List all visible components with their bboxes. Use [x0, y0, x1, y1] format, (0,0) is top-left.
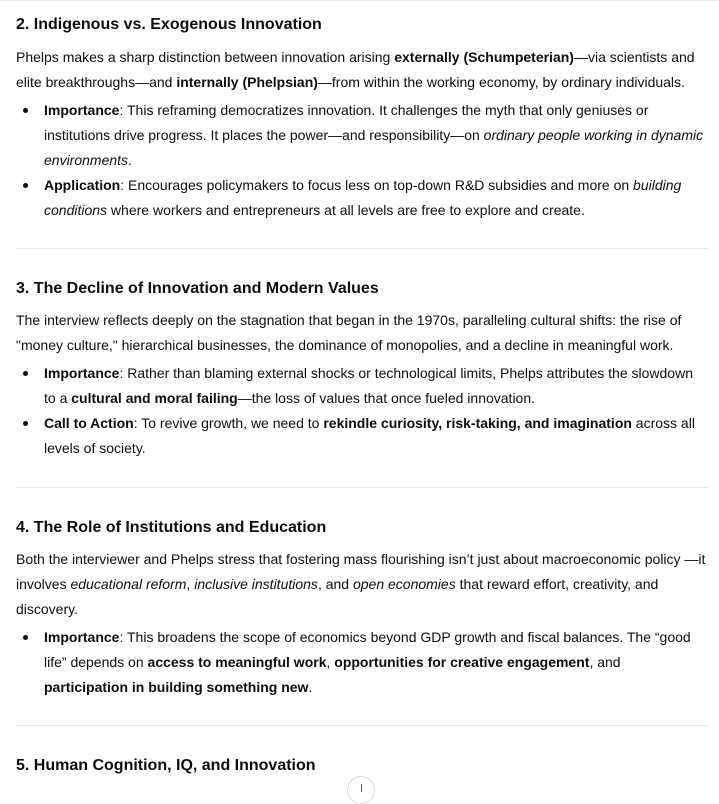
- bold-text: externally (Schumpeterian): [394, 49, 574, 65]
- text-run: ,: [186, 576, 195, 592]
- scroll-to-bottom-button[interactable]: [347, 776, 375, 804]
- bullet-list: [16, 98, 708, 223]
- text-run: : This broadens the scope of economics beyond GDP growth and fiscal balances. The “good life” depends on: [44, 629, 691, 670]
- bullet-list: [16, 625, 708, 700]
- text-run: Both the interviewer and Phelps stress that fostering mass flourishing isn’t just about macroeconomic policy —it involves: [16, 551, 706, 592]
- list-item-text: [44, 365, 693, 406]
- bold-text: Importance: [44, 629, 120, 645]
- section-decline-of-innovation: [16, 278, 708, 461]
- list-item: [16, 411, 708, 461]
- bold-text: Importance: [44, 102, 120, 118]
- section-institutions-and-education: [16, 517, 708, 700]
- text-run: , and: [317, 576, 353, 592]
- bold-text: rekindle curiosity, risk-taking, and imagination: [323, 415, 632, 431]
- text-run: The interview reflects deeply on the stagnation that began in the 1970s, paralleling cultural shifts: the rise of "money culture," hierarchical businesses, the dominance of monopolies, and a decline in meaningful work.: [16, 312, 682, 353]
- italic-text: building conditions: [44, 177, 682, 218]
- list-item-text: [44, 415, 695, 456]
- italic-text: educational reform: [70, 576, 187, 592]
- list-item: [16, 98, 708, 173]
- bold-text: internally (Phelpsian): [176, 74, 318, 90]
- section-intro: [16, 547, 708, 622]
- bold-text: participation in building something new: [44, 679, 309, 695]
- list-item: [16, 361, 708, 411]
- bold-text: Application: [44, 177, 121, 193]
- list-item-text: [44, 102, 703, 168]
- text-run: : To revive growth, we need to: [133, 415, 324, 431]
- list-item-text: [44, 177, 681, 218]
- text-run: where workers and entrepreneurs at all levels are free to explore and create.: [107, 202, 585, 218]
- section-human-cognition: [16, 755, 708, 777]
- section-divider: [16, 725, 708, 726]
- bullet-dot: [23, 421, 28, 426]
- bold-text: opportunities for creative engagement: [334, 654, 590, 670]
- italic-text: open economies: [352, 576, 456, 592]
- section-heading: 2. Indigenous vs. Exogenous Innovation: [16, 16, 322, 33]
- section-heading: 4. The Role of Institutions and Education: [16, 519, 327, 536]
- bullet-dot: [23, 183, 28, 188]
- bold-text: access to meaningful work: [147, 654, 327, 670]
- text-run: across all levels of society.: [44, 415, 695, 456]
- bullet-dot: [23, 371, 28, 376]
- section-intro: [16, 308, 708, 358]
- text-run: .: [308, 679, 313, 695]
- section-heading: 3. The Decline of Innovation and Modern Values: [16, 280, 379, 297]
- text-run: —from within the working economy, by ordinary individuals.: [317, 74, 685, 90]
- text-run: , and: [589, 654, 621, 670]
- text-run: —via scientists and elite breakthroughs—and: [16, 49, 695, 90]
- section-heading: 5. Human Cognition, IQ, and Innovation: [16, 757, 316, 774]
- italic-text: ordinary people working in dynamic environments: [44, 127, 704, 168]
- section-intro: [16, 45, 708, 95]
- text-run: that reward effort, creativity, and discovery.: [16, 576, 659, 617]
- text-run: —the loss of values that once fueled innovation.: [237, 390, 536, 406]
- bold-text: Importance: [44, 365, 120, 381]
- arrow-down-icon: [361, 784, 362, 792]
- section-divider: [16, 487, 708, 488]
- top-divider: [0, 0, 719, 1]
- bullet-list: [16, 361, 708, 461]
- list-item-text: [44, 629, 691, 695]
- list-item: [16, 173, 708, 223]
- bullet-dot: [23, 635, 28, 640]
- italic-text: inclusive institutions: [194, 576, 318, 592]
- text-run: Phelps makes a sharp distinction between innovation arising: [16, 49, 395, 65]
- text-run: : This reframing democratizes innovation. It challenges the myth that only geniuses or institutions drive progress. It places the power—and responsibility—on: [44, 102, 649, 143]
- bullet-dot: [23, 108, 28, 113]
- text-run: : Encourages policymakers to focus less on top-down R&D subsidies and more on: [120, 177, 634, 193]
- text-run: : Rather than blaming external shocks or technological limits, Phelps attributes the slowdown to a: [44, 365, 693, 406]
- section-indigenous-vs-exogenous: [16, 14, 708, 223]
- text-run: ,: [326, 654, 335, 670]
- section-divider: [16, 248, 708, 249]
- list-item: [16, 625, 708, 700]
- text-run: .: [128, 152, 132, 168]
- bold-text: cultural and moral failing: [71, 390, 238, 406]
- bold-text: Call to Action: [44, 415, 134, 431]
